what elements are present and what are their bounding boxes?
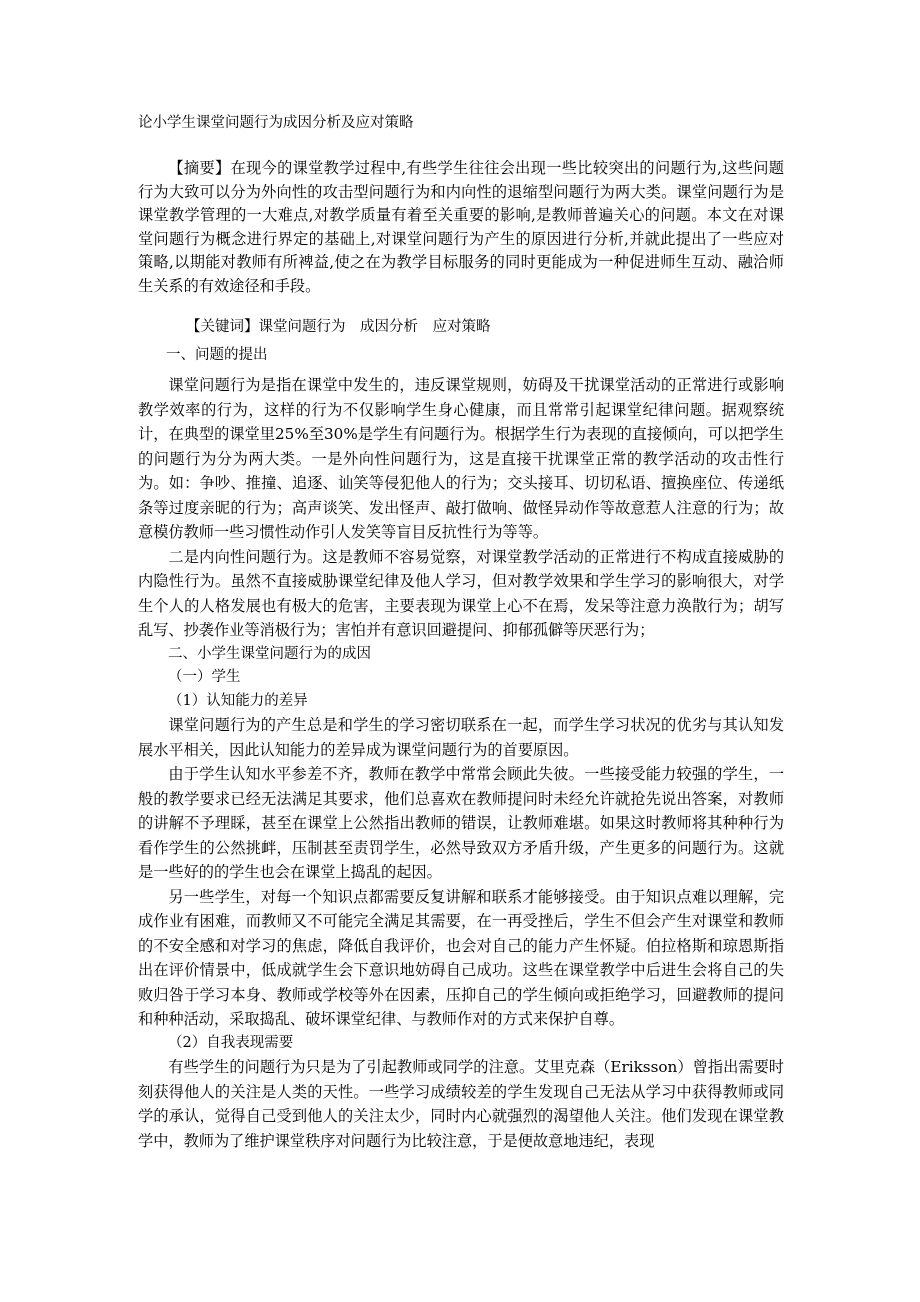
subsection-heading: （1）认知能力的差异 <box>168 692 308 709</box>
body-paragraph: 课堂问题行为是指在课堂中发生的，违反课堂规则，妨碍及干扰课堂活动的正常进行或影响教学效率的行为，这样的行为不仅影响学生身心健康，而且常常引起课堂纪律问题。据观察统计，在典型的课堂里25%至30%是学生有问题行为。根据学生行为表现的直接倾向，可以把学生的问题行为分为两大类。一是外向性问题行为，这是直接干扰课堂正常的教学活动的攻击性行为。如：争吵、推撞、追逐、讪笑等侵犯他人的行为；交头接耳、切切私语、擅换座位、传递纸条等过度亲昵的行为；高声谈笑、发出怪声、敲打做响、做怪异动作等故意惹人注意的行为；故意模仿教师一些习惯性动作引人发笑等盲目反抗性行为等等。 <box>138 376 784 541</box>
section-heading-1: 一、问题的提出 <box>166 347 268 363</box>
body-paragraph: 由于学生认知水平参差不齐，教师在教学中常常会顾此失彼。一些接受能力较强的学生，一般的教学要求已经无法满足其要求，他们总喜欢在教师提问时未经允许就抢先说出答案，对教师的讲解不予理睬，甚至在课堂上公然指出教师的错误，让教师难堪。如果这时教师将其种种行为看作学生的公然挑衅，压制甚至责罚学生，必然导致双方矛盾升级，产生更多的问题行为。这就是一些好的的学生也会在课堂上捣乱的起因。 <box>138 765 784 881</box>
abstract-paragraph: 【摘要】在现今的课堂教学过程中,有些学生往往会出现一些比较突出的问题行为,这些问题行为大致可以分为外向性的攻击型问题行为和内向性的退缩型问题行为两大类。课堂问题行为是课堂教学管理的一大难点,对教学质量有着至关重要的影响,是教师普遍关心的问题。本文在对课堂问题行为概念进行界定的基础上,对课堂问题行为产生的原因进行分析,并就此提出了一些应对策略,以期能对教师有所裨益,使之在为教学目标服务的同时更能成为一种促进师生互动、融洽师生关系的有效途径和手段。 <box>138 159 784 295</box>
body-paragraph: 二是内向性问题行为。这是教师不容易觉察，对课堂教学活动的正常进行不构成直接威胁的内隐性行为。虽然不直接威胁课堂纪律及他人学习，但对教学效果和学生学习的影响很大，对学生个人的人格发展也有极大的危害，主要表现为课堂上心不在焉，发呆等注意力涣散行为；胡写乱写、抄袭作业等消极行为；害怕并有意识回避提问、抑郁孤僻等厌恶行为； <box>138 547 784 639</box>
subsection-heading: （2）自我表现需要 <box>168 1034 294 1051</box>
document-title: 论小学生课堂问题行为成因分析及应对策略 <box>138 115 414 131</box>
body-paragraph: 另一些学生，对每一个知识点都需要反复讲解和联系才能够接受。由于知识点难以理解，完成作业有困难，而教师又不可能完全满足其需要，在一再受挫后，学生不但会产生对课堂和教师的不安全感和对学习的焦虑，降低自我评价，也会对自己的能力产生怀疑。伯拉格斯和琼恩斯指出在评价情景中，低成就学生会下意识地妨碍自己成功。这些在课堂教学中后进生会将自己的失败归咎于学习本身、教师或学校等外在因素，压抑自己的学生倾向或拒绝学习，回避教师的提问和种种活动，采取捣乱、破坏课堂纪律、与教师作对的方式来保护自尊。 <box>138 887 784 1028</box>
subsection-heading: （一）学生 <box>168 669 241 685</box>
body-paragraph: 有些学生的问题行为只是为了引起教师或同学的注意。艾里克森（Eriksson）曾指出需要时刻获得他人的关注是人类的天性。一些学习成绩较差的学生发现自己无法从学习中获得教师或同学的承认，觉得自己受到他人的关注太少，同时内心就强烈的渴望他人关注。他们发现在课堂教学中，教师为了维护课堂秩序对问题行为比较注意，于是便故意地违纪，表现 <box>138 1058 784 1150</box>
keywords-line: 【关键词】课堂问题行为 成因分析 应对策略 <box>186 319 491 335</box>
body-paragraph: 课堂问题行为的产生总是和学生的学习密切联系在一起，而学生学习状况的优劣与其认知发展水平相关，因此认知能力的差异成为课堂问题行为的首要原因。 <box>138 716 784 759</box>
section-heading-2: 二、小学生课堂问题行为的成因 <box>168 645 371 662</box>
document-page <box>138 112 784 1153</box>
